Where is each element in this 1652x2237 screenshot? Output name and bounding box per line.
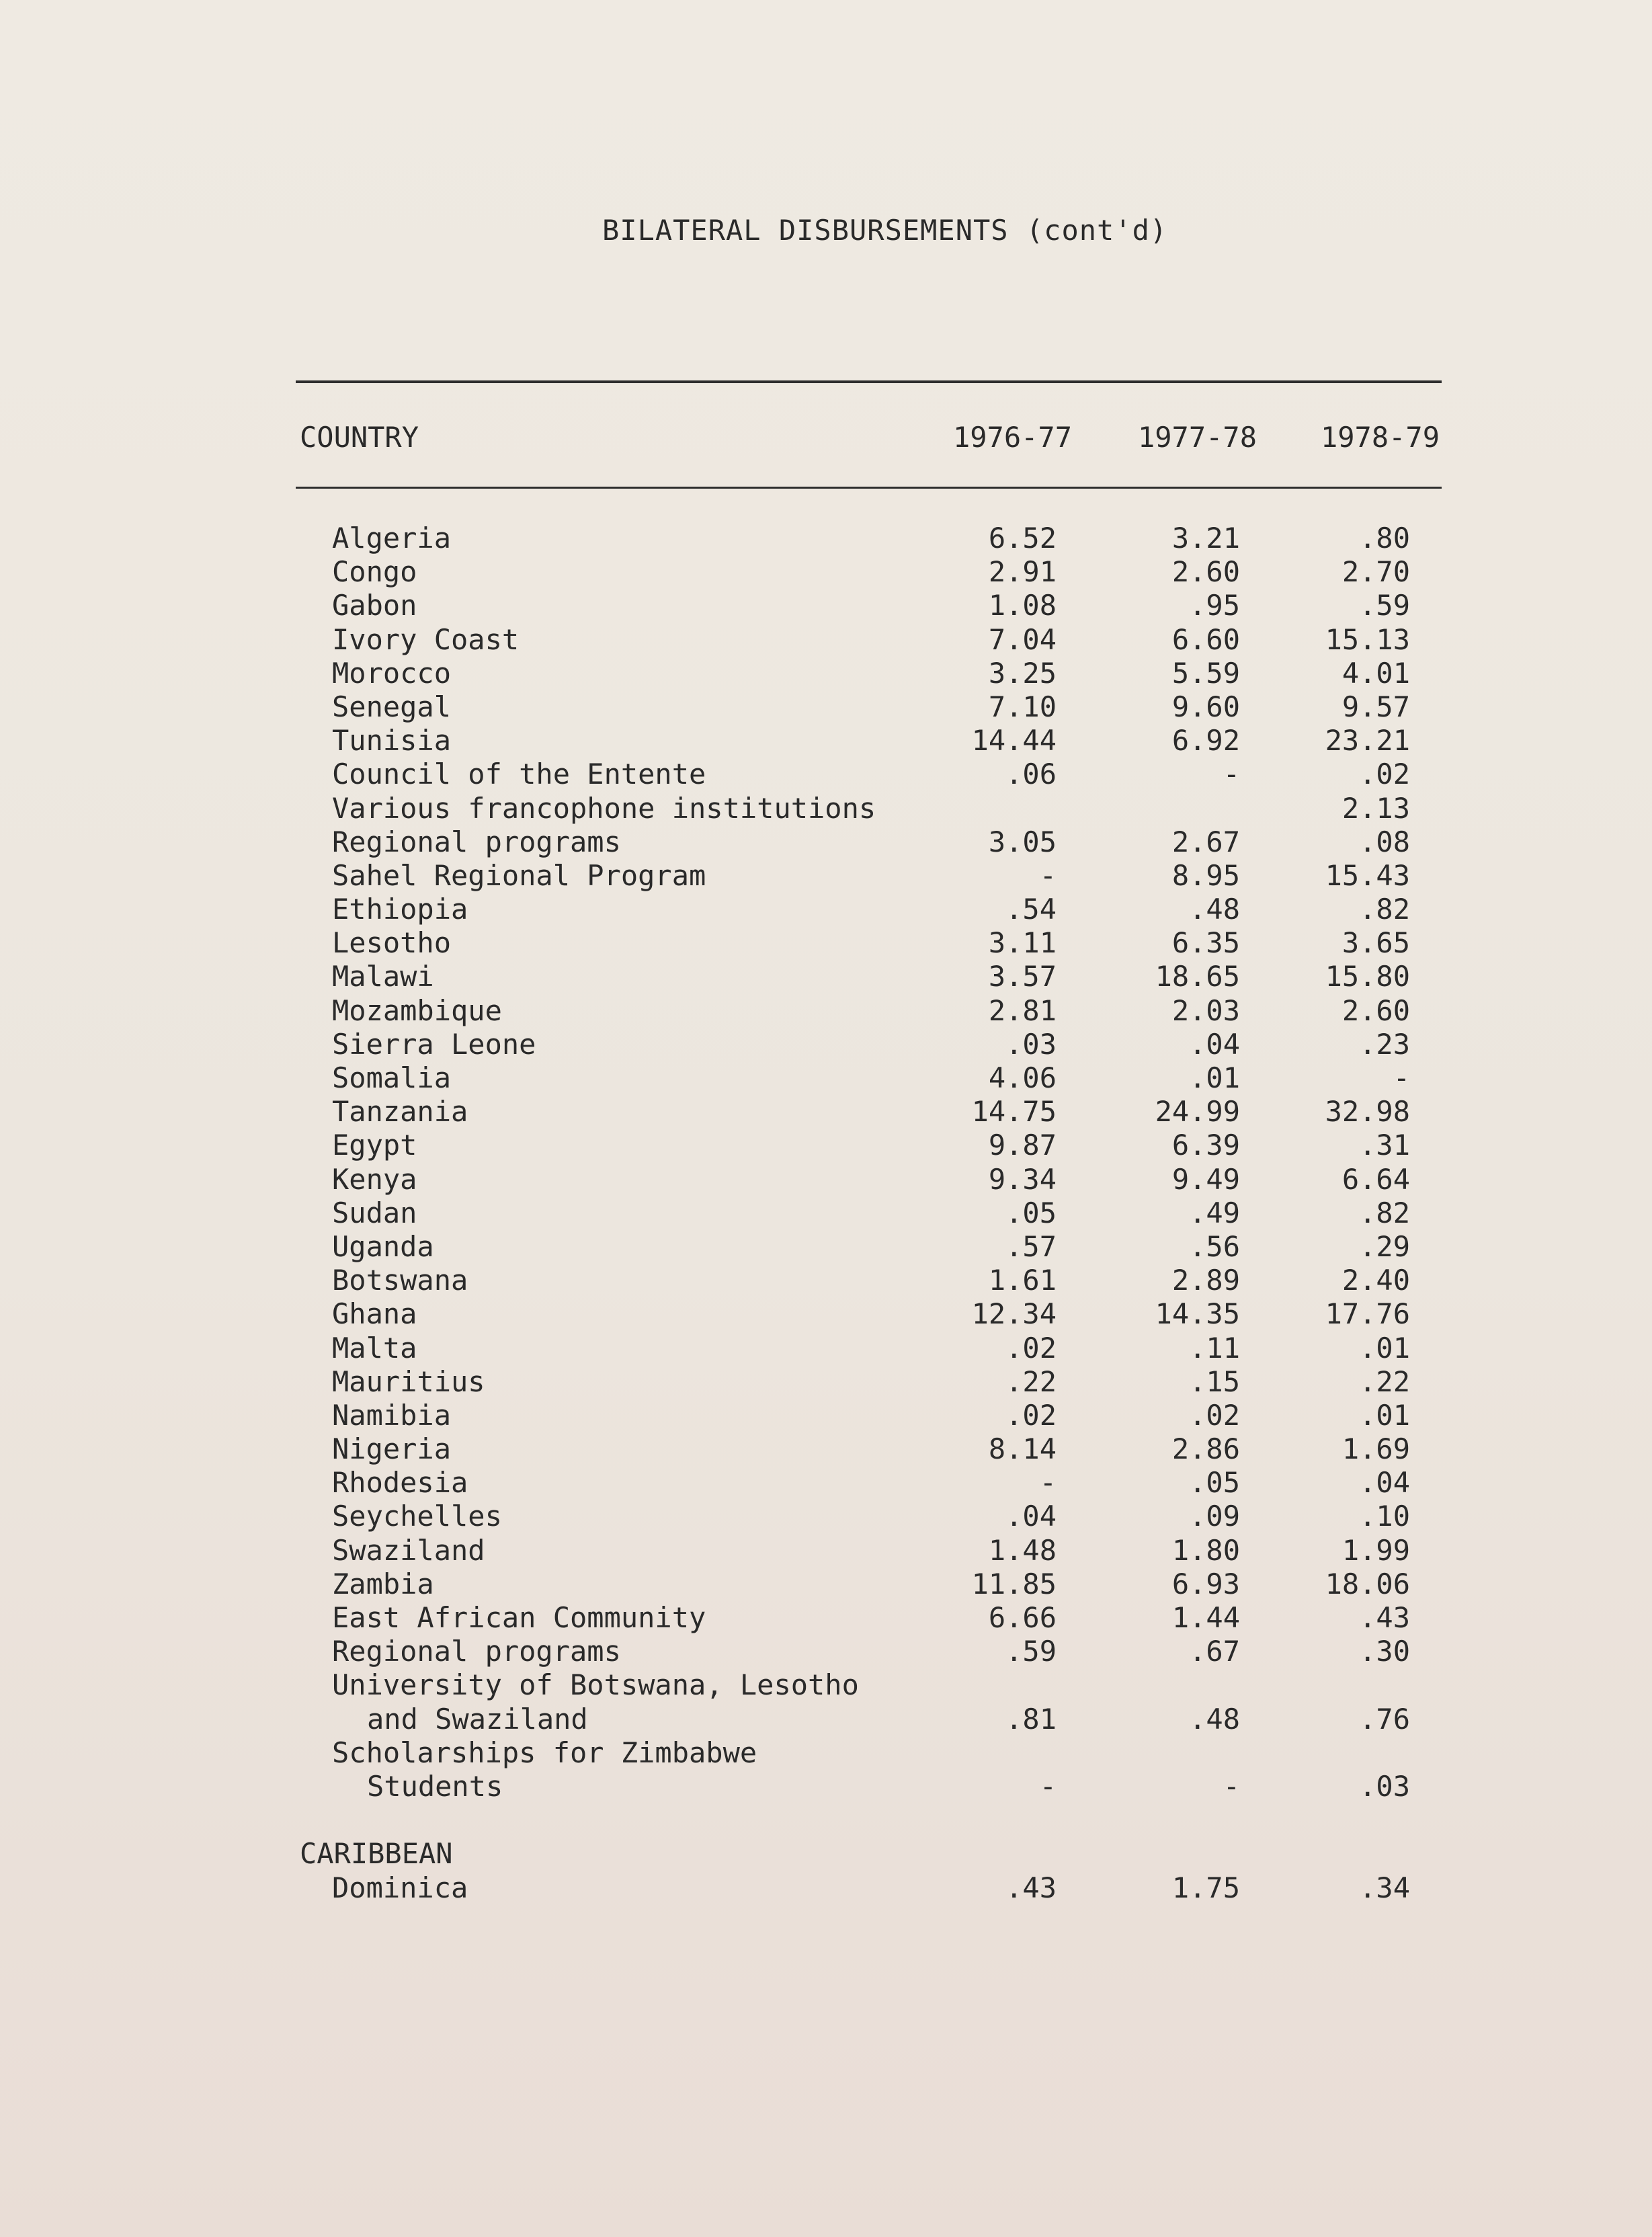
country-name: University of Botswana, Lesotho (332, 1668, 859, 1702)
table-row (0, 1466, 1652, 1500)
table-row (0, 657, 1652, 690)
country-name: Tunisia (332, 724, 452, 758)
table-row (0, 1129, 1652, 1162)
value-1977-78: 2.03 (1171, 993, 1240, 1027)
value-1978-79: 18.06 (1325, 1567, 1410, 1600)
country-name: Sudan (332, 1196, 417, 1229)
country-name: Ivory Coast (332, 622, 520, 656)
section-heading: CARIBBEAN (300, 1837, 453, 1871)
table-header-rule (296, 487, 1442, 489)
table-row (0, 1365, 1652, 1399)
value-1977-78: 2.67 (1171, 825, 1240, 858)
table-row (0, 1332, 1652, 1365)
table-row (0, 1635, 1652, 1668)
value-1976-77: 9.87 (988, 1129, 1057, 1162)
table-row (0, 758, 1652, 791)
value-1977-78: 5.59 (1171, 656, 1240, 690)
table-row (0, 1230, 1652, 1264)
country-name: Seychelles (332, 1500, 502, 1533)
value-1978-79: .30 (1359, 1635, 1410, 1668)
country-name: Congo (332, 555, 417, 589)
country-name: Council of the Entente (332, 758, 706, 791)
value-1978-79: 15.80 (1325, 960, 1410, 993)
value-1978-79: .01 (1359, 1398, 1410, 1432)
value-1977-78: 6.93 (1171, 1567, 1240, 1600)
value-1977-78: - (1223, 1769, 1240, 1803)
value-1978-79: .59 (1359, 589, 1410, 622)
table-row (0, 1668, 1652, 1702)
country-name: Algeria (332, 522, 452, 555)
table-row (0, 1264, 1652, 1297)
table-row (0, 1061, 1652, 1095)
value-1977-78: .15 (1189, 1365, 1240, 1398)
value-1978-79: 9.57 (1341, 690, 1410, 723)
table-row (0, 1196, 1652, 1230)
value-1976-77: 2.81 (988, 993, 1057, 1027)
table-body (0, 522, 1652, 1905)
value-1978-79: .80 (1359, 522, 1410, 555)
country-name: Dominica (332, 1871, 468, 1904)
country-name: Malawi (332, 960, 434, 993)
value-1977-78: .48 (1189, 893, 1240, 926)
country-name: Nigeria (332, 1432, 452, 1466)
value-1976-77: .59 (1005, 1635, 1057, 1668)
value-1977-78: 9.49 (1171, 1162, 1240, 1196)
value-1976-77: 6.52 (988, 522, 1057, 555)
value-1976-77: .02 (1005, 1398, 1057, 1432)
table-row (0, 960, 1652, 993)
value-1976-77: 2.91 (988, 555, 1057, 589)
country-name: Regional programs (332, 825, 621, 858)
value-1977-78: 6.35 (1171, 926, 1240, 960)
value-1977-78: .05 (1189, 1466, 1240, 1500)
country-name: Ethiopia (332, 893, 468, 926)
table-row (0, 1028, 1652, 1061)
table-row (0, 1534, 1652, 1568)
value-1976-77: .06 (1005, 758, 1057, 791)
value-1978-79: .22 (1359, 1365, 1410, 1398)
country-name: East African Community (332, 1601, 706, 1634)
value-1978-79: 4.01 (1341, 656, 1410, 690)
country-name: Morocco (332, 656, 452, 690)
value-1978-79: .43 (1359, 1601, 1410, 1634)
value-1978-79: .01 (1359, 1331, 1410, 1365)
table-row (0, 859, 1652, 893)
country-name: Botswana (332, 1264, 468, 1297)
value-1976-77: - (1039, 858, 1057, 892)
value-1976-77: 14.75 (971, 1095, 1057, 1129)
value-1977-78: 6.92 (1171, 724, 1240, 758)
value-1976-77: 4.06 (988, 1061, 1057, 1094)
value-1978-79: 2.40 (1341, 1264, 1410, 1297)
value-1978-79: .10 (1359, 1500, 1410, 1533)
value-1977-78: 6.39 (1171, 1129, 1240, 1162)
value-1976-77: 8.14 (988, 1432, 1057, 1466)
value-1978-79: .76 (1359, 1702, 1410, 1736)
value-1976-77: .54 (1005, 893, 1057, 926)
value-1978-79: .03 (1359, 1769, 1410, 1803)
table-row (0, 1432, 1652, 1466)
value-1977-78: .02 (1189, 1398, 1240, 1432)
value-1977-78: 2.60 (1171, 555, 1240, 589)
value-1976-77: 1.08 (988, 589, 1057, 622)
value-1978-79: 15.43 (1325, 858, 1410, 892)
value-1976-77: .05 (1005, 1196, 1057, 1229)
value-1976-77: .57 (1005, 1229, 1057, 1263)
country-name: Lesotho (332, 926, 452, 960)
value-1976-77: 11.85 (971, 1567, 1057, 1600)
table-row (0, 724, 1652, 758)
table-row (0, 893, 1652, 926)
country-name: Mozambique (332, 993, 502, 1027)
value-1976-77: 7.04 (988, 622, 1057, 656)
value-1977-78: .49 (1189, 1196, 1240, 1229)
value-1977-78: 1.75 (1171, 1871, 1240, 1904)
value-1976-77: .81 (1005, 1702, 1057, 1736)
country-name: Students (367, 1769, 503, 1803)
value-1977-78: 8.95 (1171, 858, 1240, 892)
value-1976-77: 9.34 (988, 1162, 1057, 1196)
value-1978-79: 6.64 (1341, 1162, 1410, 1196)
value-1977-78: .48 (1189, 1702, 1240, 1736)
value-1978-79: .34 (1359, 1871, 1410, 1904)
header-country: COUNTRY (300, 421, 419, 454)
table-row (0, 1095, 1652, 1129)
value-1978-79: 2.60 (1341, 993, 1410, 1027)
value-1977-78: 24.99 (1155, 1095, 1240, 1129)
table-row (0, 1770, 1652, 1803)
country-name: Gabon (332, 589, 417, 622)
header-1976-77: 1976-77 (952, 421, 1072, 454)
value-1977-78: .67 (1189, 1635, 1240, 1668)
value-1977-78: 2.89 (1171, 1264, 1240, 1297)
country-name: Tanzania (332, 1095, 468, 1129)
value-1976-77: 3.57 (988, 960, 1057, 993)
value-1976-77: .03 (1005, 1027, 1057, 1061)
country-name: Swaziland (332, 1533, 485, 1567)
value-1976-77: 6.66 (988, 1601, 1057, 1634)
value-1977-78: .11 (1189, 1331, 1240, 1365)
value-1976-77: 14.44 (971, 724, 1057, 758)
value-1978-79: .29 (1359, 1229, 1410, 1263)
value-1978-79: 32.98 (1325, 1095, 1410, 1129)
value-1976-77: .02 (1005, 1331, 1057, 1365)
table-row (0, 1871, 1652, 1905)
value-1976-77: 7.10 (988, 690, 1057, 723)
value-1978-79: 2.70 (1341, 555, 1410, 589)
value-1976-77: 12.34 (971, 1297, 1057, 1331)
country-name: Senegal (332, 690, 452, 723)
table-row (0, 623, 1652, 657)
country-name: Uganda (332, 1229, 434, 1263)
value-1977-78: 6.60 (1171, 622, 1240, 656)
table-row (0, 1568, 1652, 1601)
value-1976-77: - (1039, 1769, 1057, 1803)
country-name: Rhodesia (332, 1466, 468, 1500)
table-row (0, 1297, 1652, 1331)
table-row (0, 1736, 1652, 1770)
value-1978-79: .04 (1359, 1466, 1410, 1500)
header-1978-79: 1978-79 (1320, 421, 1440, 454)
country-name: Mauritius (332, 1365, 485, 1398)
table-row (0, 555, 1652, 589)
table-row (0, 1500, 1652, 1533)
value-1977-78: .04 (1189, 1027, 1240, 1061)
country-name: Various francophone institutions (332, 791, 876, 825)
country-name: Regional programs (332, 1635, 621, 1668)
value-1978-79: 1.99 (1341, 1533, 1410, 1567)
page-title: BILATERAL DISBURSEMENTS (cont'd) (602, 214, 1168, 247)
country-name: Somalia (332, 1061, 452, 1094)
value-1976-77: 3.25 (988, 656, 1057, 690)
value-1977-78: .95 (1189, 589, 1240, 622)
country-name: Zambia (332, 1567, 434, 1600)
value-1976-77: .04 (1005, 1500, 1057, 1533)
table-row (0, 994, 1652, 1028)
table-row (0, 1703, 1652, 1736)
value-1977-78: .09 (1189, 1500, 1240, 1533)
value-1977-78: .01 (1189, 1061, 1240, 1094)
value-1977-78: 9.60 (1171, 690, 1240, 723)
value-1976-77: .22 (1005, 1365, 1057, 1398)
value-1977-78: 1.44 (1171, 1601, 1240, 1634)
country-name: Malta (332, 1331, 417, 1365)
value-1977-78: 14.35 (1155, 1297, 1240, 1331)
value-1978-79: 23.21 (1325, 724, 1410, 758)
value-1977-78: 18.65 (1155, 960, 1240, 993)
table-row (0, 1163, 1652, 1196)
table-row (0, 1601, 1652, 1635)
table-row (0, 1399, 1652, 1432)
value-1976-77: - (1039, 1466, 1057, 1500)
value-1978-79: .31 (1359, 1129, 1410, 1162)
value-1976-77: 1.48 (988, 1533, 1057, 1567)
value-1976-77: 3.05 (988, 825, 1057, 858)
table-row (0, 825, 1652, 859)
table-row (0, 792, 1652, 825)
value-1978-79: .82 (1359, 1196, 1410, 1229)
country-name: Namibia (332, 1398, 452, 1432)
value-1978-79: 17.76 (1325, 1297, 1410, 1331)
table-row (0, 926, 1652, 960)
value-1976-77: .43 (1005, 1871, 1057, 1904)
value-1978-79: 3.65 (1341, 926, 1410, 960)
table-row (0, 522, 1652, 555)
country-name: Egypt (332, 1129, 417, 1162)
value-1977-78: 3.21 (1171, 522, 1240, 555)
table-top-rule (296, 380, 1442, 383)
country-name: Ghana (332, 1297, 417, 1331)
table-spacer (0, 1803, 1652, 1837)
country-name: Sierra Leone (332, 1027, 536, 1061)
section-heading-row (0, 1837, 1652, 1871)
value-1978-79: 15.13 (1325, 622, 1410, 656)
country-name: Kenya (332, 1162, 417, 1196)
country-name: Sahel Regional Program (332, 858, 706, 892)
value-1978-79: - (1393, 1061, 1410, 1094)
country-name: and Swaziland (367, 1702, 588, 1736)
value-1978-79: 1.69 (1341, 1432, 1410, 1466)
value-1978-79: .23 (1359, 1027, 1410, 1061)
country-name: Scholarships for Zimbabwe (332, 1736, 757, 1769)
header-1977-78: 1977-78 (1137, 421, 1257, 454)
value-1978-79: .08 (1359, 825, 1410, 858)
value-1976-77: 3.11 (988, 926, 1057, 960)
value-1976-77: 1.61 (988, 1264, 1057, 1297)
table-row (0, 690, 1652, 724)
value-1977-78: 1.80 (1171, 1533, 1240, 1567)
value-1978-79: .82 (1359, 893, 1410, 926)
table-row (0, 589, 1652, 622)
value-1977-78: 2.86 (1171, 1432, 1240, 1466)
value-1977-78: - (1223, 758, 1240, 791)
value-1978-79: 2.13 (1341, 791, 1410, 825)
value-1978-79: .02 (1359, 758, 1410, 791)
value-1977-78: .56 (1189, 1229, 1240, 1263)
